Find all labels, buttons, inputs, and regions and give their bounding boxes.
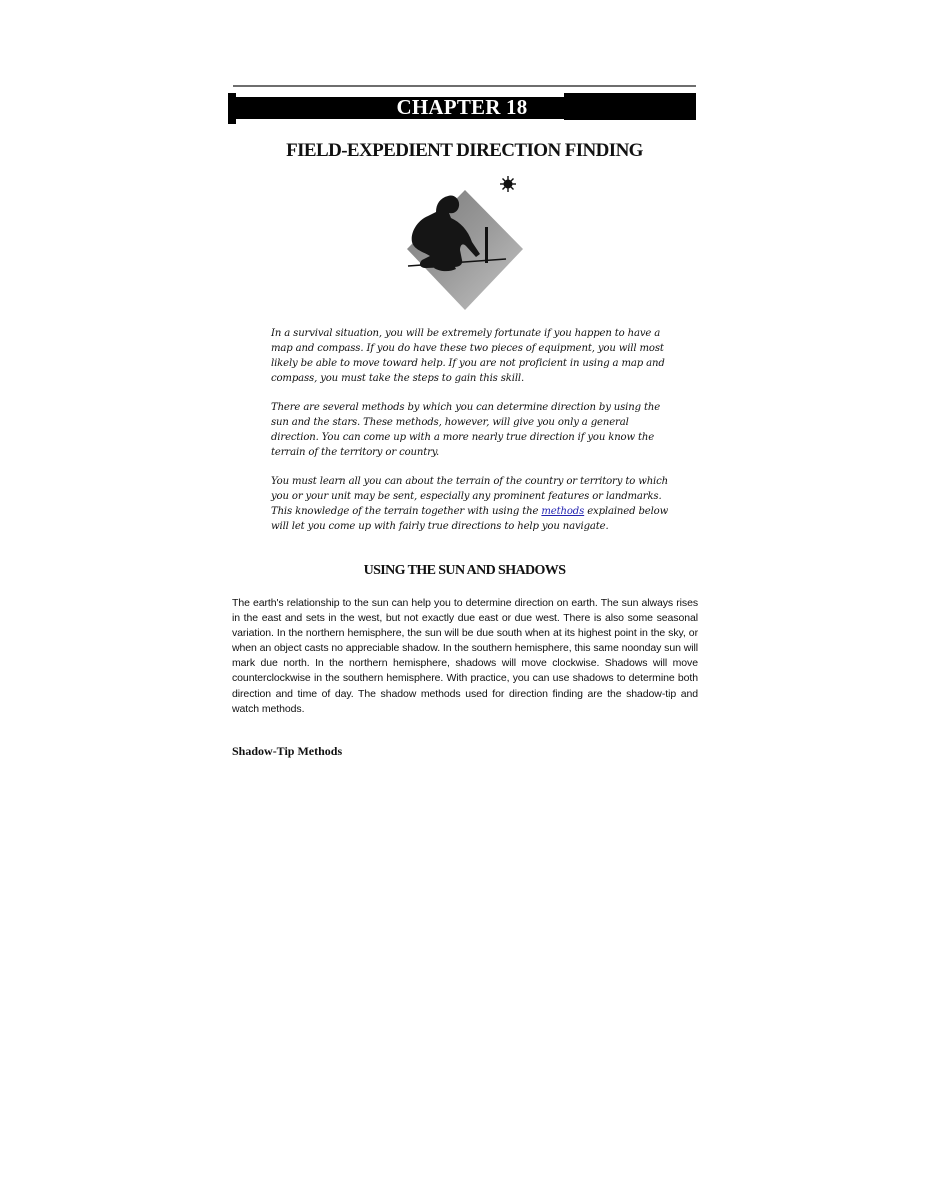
person-kneeling-shadow-stick-icon: [396, 172, 530, 316]
subheading-shadow-tip-methods: Shadow-Tip Methods: [232, 744, 343, 758]
section-heading: USING THE SUN AND SHADOWS: [363, 563, 566, 578]
methods-link[interactable]: methods: [541, 506, 585, 517]
intro-text: [271, 326, 669, 548]
section-body-paragraph: The earth's relationship to the sun can help you to determine direction on earth. The sun always rises in the east and sets in the west, but not exactly due east or due west. There is also some seasonal variation. In the northern hemisphere, the sun will be due south when at its highest point in the sky, or when an object casts no appreciable shadow. In the southern hemisphere, this same noonday sun will mark due north. In the northern hemisphere, shadows will move clockwise. Shadows will move counterclockwise in the southern hemisphere. With practice, you can use shadows to determine both direction and time of day. The shadow methods used for direction finding are the shadow-tip and watch methods.: [232, 597, 698, 715]
intro-paragraph-3: [271, 474, 669, 534]
intro-p3-after: explained below will let you come up with fairly true directions to help you navigate.: [271, 506, 669, 532]
intro-paragraph-1: In a survival situation, you will be extremely fortunate if you happen to have a map and compass. If you do have these two pieces of equipment, you will most likely be able to move toward help. If you are not proficient in using a map and compass, you must take the steps to gain this skill.: [271, 328, 665, 384]
intro-paragraph-2: There are several methods by which you can determine direction by using the sun and the stars. These methods, however, will give you only a general direction. You can come up with a more nearly true direction if you know the terrain of the territory or country.: [271, 402, 661, 458]
chapter-label: CHAPTER 18: [396, 95, 528, 119]
top-rule: [233, 85, 696, 87]
chapter-illustration: [396, 172, 530, 316]
banner-notch: [564, 120, 696, 124]
intro-p3-before: You must learn all you can about the terrain of the country or territory to which you or your unit may be sent, especially any prominent features or landmarks. This knowledge of the terrain together with using the: [271, 476, 668, 517]
section-body: [232, 596, 698, 717]
sun-icon: [500, 176, 516, 192]
chapter-title: FIELD-EXPEDIENT DIRECTION FINDING: [286, 140, 643, 161]
chapter-banner: [228, 93, 696, 125]
